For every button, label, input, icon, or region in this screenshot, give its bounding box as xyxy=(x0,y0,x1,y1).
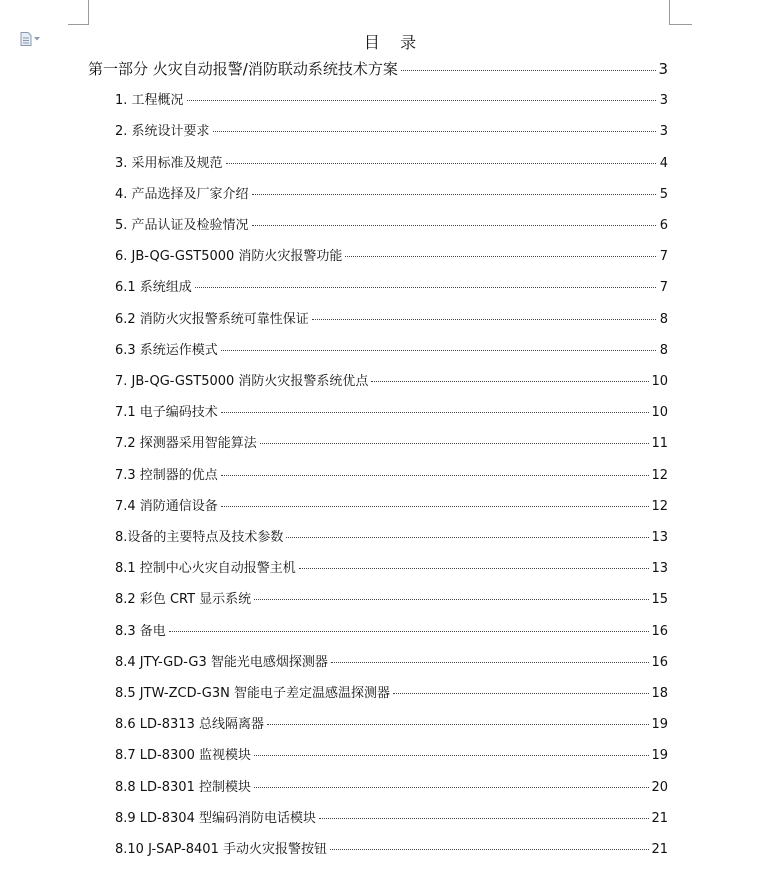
toc-entry-label: 8.4 JTY-GD-G3 智能光电感烟探测器 xyxy=(115,654,328,670)
toc-entry-page: 20 xyxy=(651,779,668,795)
toc-leader-dots xyxy=(252,194,656,195)
toc-entry[interactable] xyxy=(115,432,668,451)
margin-guide-top-right xyxy=(669,0,692,25)
toc-entry-label: 7.2 探测器采用智能算法 xyxy=(115,436,257,452)
toc-leader-dots xyxy=(254,755,649,756)
toc-entry[interactable] xyxy=(115,807,668,826)
toc-entry-label: 8.7 LD-8300 监视模块 xyxy=(115,748,251,764)
toc-leader-dots xyxy=(401,70,656,71)
toc-leader-dots xyxy=(319,818,649,819)
toc-leader-dots xyxy=(345,256,656,257)
toc-entry-label: 7. JB-QG-GST5000 消防火灾报警系统优点 xyxy=(115,374,369,389)
toc-entry-label: 8.8 LD-8301 控制模块 xyxy=(115,779,251,795)
toc-entry[interactable] xyxy=(115,776,668,795)
toc-leader-dots xyxy=(371,381,649,382)
toc-leader-dots xyxy=(187,100,656,101)
toc-leader-dots xyxy=(286,537,649,538)
toc-entry[interactable] xyxy=(115,308,668,327)
toc-entry-label: 8.6 LD-8313 总线隔离器 xyxy=(115,717,264,733)
toc-entry-label: 8.5 JTW-ZCD-G3N 智能电子差定温感温探测器 xyxy=(115,686,390,701)
toc-entry-page: 3 xyxy=(659,93,668,109)
toc-entry[interactable] xyxy=(115,464,668,483)
toc-entry-label: 7.4 消防通信设备 xyxy=(115,498,218,514)
toc-entry-page: 16 xyxy=(651,654,668,670)
toc-entry-page: 5 xyxy=(659,186,668,202)
toc-entry-page: 21 xyxy=(651,810,668,826)
toc-entry-page: 11 xyxy=(651,436,668,452)
toc-entry-page: 12 xyxy=(651,498,668,514)
toc-leader-dots xyxy=(252,225,656,226)
toc-leader-dots xyxy=(254,787,649,788)
toc-entry-page: 13 xyxy=(651,530,668,545)
toc-leader-dots xyxy=(195,287,656,288)
toc-entry-label: 1. 工程概况 xyxy=(115,93,184,109)
toc-entry-label: 8.10 J-SAP-8401 手动火灾报警按钮 xyxy=(115,842,327,857)
toc-entry-page: 13 xyxy=(651,561,668,577)
toc-entry-page: 7 xyxy=(659,249,668,265)
toc-leader-dots xyxy=(267,724,649,725)
toc-leader-dots xyxy=(221,506,650,507)
toc-entry[interactable] xyxy=(115,651,668,670)
toc-leader-dots xyxy=(330,849,649,850)
toc-entry-page: 6 xyxy=(659,218,668,233)
toc-leader-dots xyxy=(221,350,656,351)
toc-entry-label: 5. 产品认证及检验情况 xyxy=(115,218,249,233)
toc-entry[interactable] xyxy=(115,152,668,171)
toc-entry[interactable] xyxy=(115,744,668,763)
toc-entry-label: 8.3 备电 xyxy=(115,623,166,639)
toc-entry-label: 6. JB-QG-GST5000 消防火灾报警功能 xyxy=(115,249,343,265)
toc-entry[interactable] xyxy=(115,401,668,420)
toc-entry[interactable] xyxy=(115,214,668,233)
toc-entry-page: 10 xyxy=(651,374,668,389)
toc-entry-label: 6.3 系统运作模式 xyxy=(115,342,218,358)
toc-entry[interactable] xyxy=(115,339,668,358)
toc-entry[interactable] xyxy=(115,838,668,857)
toc-entry[interactable] xyxy=(115,588,668,607)
toc-entry-label: 8.设备的主要特点及技术参数 xyxy=(115,530,284,545)
toc-leader-dots xyxy=(213,131,656,132)
toc-leader-dots xyxy=(260,443,650,444)
toc-entry[interactable] xyxy=(115,620,668,639)
toc-entry-page: 10 xyxy=(651,405,668,421)
toc-entry-page: 19 xyxy=(651,748,668,764)
toc-entry[interactable] xyxy=(115,526,668,545)
toc-entry[interactable] xyxy=(115,276,668,295)
toc-leader-dots xyxy=(226,163,656,164)
toc-entry[interactable] xyxy=(115,89,668,108)
toc-entry-label: 7.1 电子编码技术 xyxy=(115,405,218,421)
toc-entry-label: 3. 采用标准及规范 xyxy=(115,155,223,171)
toc-leader-dots xyxy=(393,693,649,694)
toc-entry-label: 8.9 LD-8304 型编码消防电话模块 xyxy=(115,810,316,826)
toc-entry-label: 第一部分 火灾自动报警/消防联动系统技术方案 xyxy=(88,60,398,78)
toc-entry-page: 12 xyxy=(651,467,668,483)
toc-entry-label: 4. 产品选择及厂家介绍 xyxy=(115,186,249,202)
toc-entry-page: 4 xyxy=(659,155,668,171)
toc-entry-page: 3 xyxy=(658,60,668,78)
margin-guide-top-left xyxy=(68,0,89,25)
toc-entry-label: 8.2 彩色 CRT 显示系统 xyxy=(115,592,252,608)
toc-title xyxy=(0,30,780,53)
toc-entry-page: 8 xyxy=(659,342,668,358)
toc-entry-page: 19 xyxy=(651,717,668,733)
toc-entry-page: 8 xyxy=(659,311,668,327)
toc-leader-dots xyxy=(169,631,650,632)
toc-leader-dots xyxy=(221,412,650,413)
toc-entry[interactable] xyxy=(115,245,668,264)
toc-entry[interactable] xyxy=(115,682,668,701)
toc-entry[interactable] xyxy=(115,713,668,732)
toc-entry[interactable] xyxy=(115,495,668,514)
toc-entry[interactable] xyxy=(115,183,668,202)
toc-entry-page: 3 xyxy=(659,124,668,140)
toc-entry-page: 18 xyxy=(651,686,668,701)
toc-entry-label: 8.1 控制中心火灾自动报警主机 xyxy=(115,561,296,577)
toc-title-text: 目 录 xyxy=(363,33,417,52)
toc-entry-page: 15 xyxy=(651,592,668,608)
toc-entry-page: 7 xyxy=(659,280,668,296)
toc-entry[interactable] xyxy=(115,120,668,139)
toc-leader-dots xyxy=(331,662,650,663)
toc-entry[interactable] xyxy=(115,370,668,389)
toc-entry[interactable] xyxy=(88,58,668,79)
toc-leader-dots xyxy=(299,568,650,569)
toc-entry-label: 2. 系统设计要求 xyxy=(115,124,210,140)
toc-entry-page: 16 xyxy=(651,623,668,639)
toc-entry-label: 7.3 控制器的优点 xyxy=(115,467,218,483)
toc-entry-page: 21 xyxy=(651,842,668,857)
toc-entry-label: 6.1 系统组成 xyxy=(115,280,192,296)
toc-entry[interactable] xyxy=(115,557,668,576)
toc-leader-dots xyxy=(312,319,656,320)
toc-entry-label: 6.2 消防火灾报警系统可靠性保证 xyxy=(115,311,309,327)
toc-leader-dots xyxy=(221,475,650,476)
toc-leader-dots xyxy=(254,599,649,600)
